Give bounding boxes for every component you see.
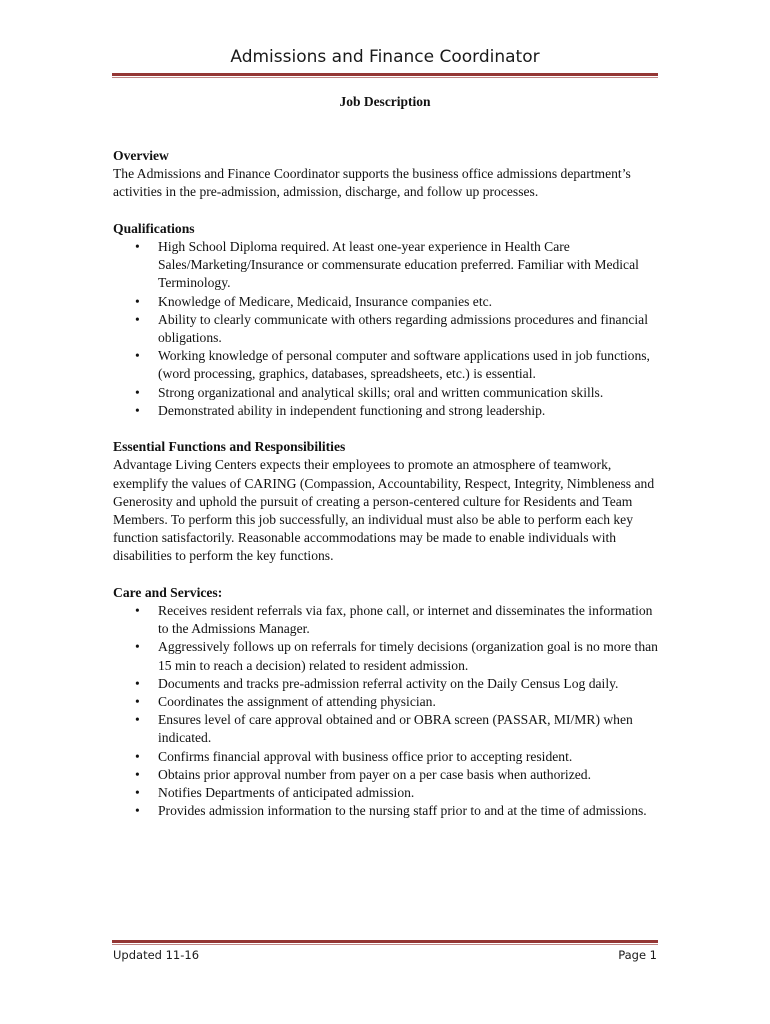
document-body <box>113 147 661 839</box>
header-title: Admissions and Finance Coordinator <box>230 47 540 67</box>
essential-functions-text: Advantage Living Centers expects their employees to promote an atmosphere of teamwork, exemplify the values of CARING (Compassion, Accountability, Respect, Integrity, Nimbleness and Generosity and uphold the pursuit of creating a person-centered culture for Residents and Team Members. To perform this job successfully, an individual must also be able to perform each key function satisfactorily. Reasonable accommodations may be made to enable individuals with disabilities to perform the key functions. <box>113 457 655 564</box>
header-rule <box>112 73 658 78</box>
list-item: • Obtains prior approval number from payer on a per case basis when authorized. <box>113 766 661 784</box>
list-item: • Working knowledge of personal computer and software applications used in job functions, (word processing, graphics, databases, spreadsheets, etc.) is essential. <box>113 347 661 383</box>
list-item: • Receives resident referrals via fax, phone call, or internet and disseminates the information to the Admissions Manager. <box>113 602 661 638</box>
list-item: • Ensures level of care approval obtained and or OBRA screen (PASSAR, MI/MR) when indicated. <box>113 711 661 747</box>
list-item: • High School Diploma required. At least one-year experience in Health Care Sales/Marketing/Insurance or commensurate education preferred. Familiar with Medical Terminology. <box>113 238 661 293</box>
qualifications-heading: Qualifications <box>113 220 195 236</box>
list-item: • Demonstrated ability in independent functioning and strong leadership. <box>113 402 661 420</box>
essential-functions-heading: Essential Functions and Responsibilities <box>113 439 346 455</box>
list-item: • Strong organizational and analytical skills; oral and written communication skills. <box>113 384 661 402</box>
page-subtitle: Job Description <box>339 94 431 109</box>
list-item: • Ability to clearly communicate with others regarding admissions procedures and financial obligations. <box>113 311 661 347</box>
qualifications-list <box>113 238 661 420</box>
list-item: • Coordinates the assignment of attending physician. <box>113 693 661 711</box>
overview-heading: Overview <box>113 148 169 163</box>
list-item: • Notifies Departments of anticipated admission. <box>113 784 661 802</box>
list-item: • Aggressively follows up on referrals for timely decisions (organization goal is no more than 15 min to reach a decision) related to resident admission. <box>113 638 661 674</box>
qualifications-section <box>113 220 661 420</box>
care-services-heading: Care and Services: <box>113 584 223 600</box>
overview-section <box>113 147 661 202</box>
footer-page-number: Page 1 <box>618 948 657 962</box>
list-item: • Documents and tracks pre-admission referral activity on the Daily Census Log daily. <box>113 675 661 693</box>
care-services-section <box>113 584 661 821</box>
list-item: • Confirms financial approval with business office prior to accepting resident. <box>113 748 661 766</box>
overview-text: The Admissions and Finance Coordinator supports the business office admissions department’s activities in the pre-admission, admission, discharge, and follow up processes. <box>113 166 631 200</box>
care-services-list <box>113 602 661 820</box>
essential-functions-section <box>113 438 661 565</box>
footer-updated: Updated 11-16 <box>113 948 200 962</box>
list-item: • Provides admission information to the nursing staff prior to and at the time of admissions. <box>113 802 661 820</box>
list-item: • Knowledge of Medicare, Medicaid, Insurance companies etc. <box>113 293 661 311</box>
footer-rule <box>112 940 658 945</box>
